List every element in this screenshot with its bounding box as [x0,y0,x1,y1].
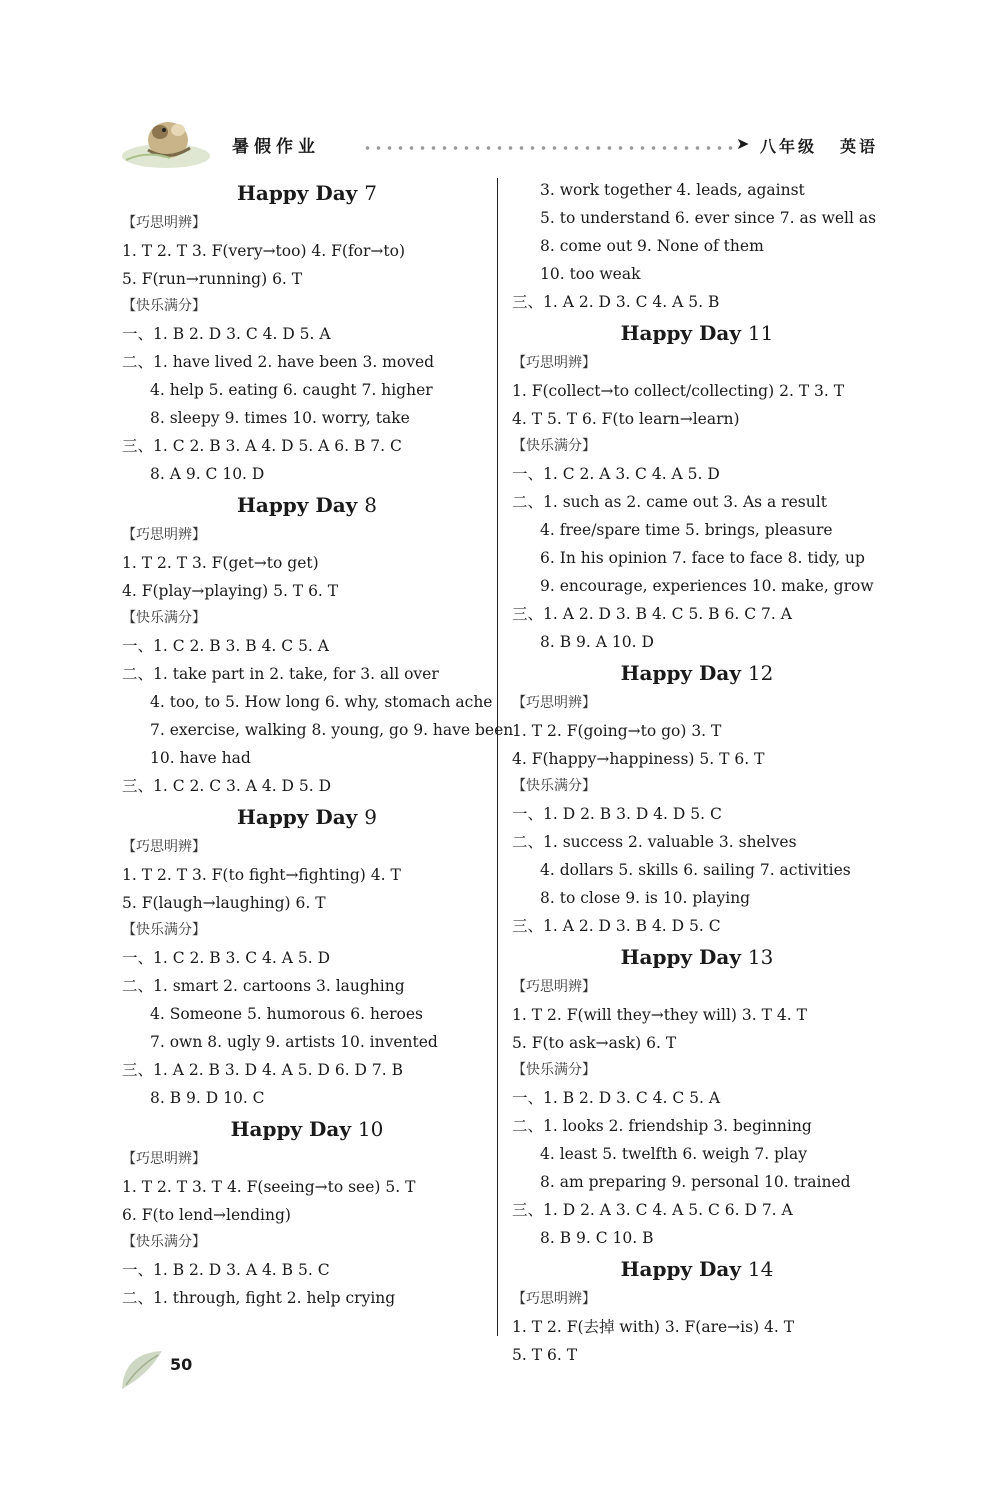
answer-line: 1. T 2. T 3. F(get→to get) [122,554,319,572]
right-answer-column [512,176,882,1369]
answer-line: 一、1. B 2. D 3. C 4. C 5. A [512,1089,721,1107]
answer-line: 1. T 2. T 3. T 4. F(seeing→to see) 5. T [122,1178,416,1196]
answer-line: 三、1. A 2. D 3. B 4. D 5. C [512,917,721,935]
left-answer-column [122,176,514,1312]
answer-line: 三、1. C 2. B 3. A 4. D 5. A 6. B 7. C [122,437,402,455]
answer-line: 5. T 6. T [512,1346,578,1364]
answer-line: 三、1. D 2. A 3. C 4. A 5. C 6. D 7. A [512,1201,793,1219]
answer-line: 5. to understand 6. ever since 7. as well as [540,209,877,227]
section-title-text: Happy Day [620,321,741,345]
answer-line: 一、1. B 2. D 3. A 4. B 5. C [122,1261,330,1279]
section-tag: 【巧思明辨】 [122,1151,206,1167]
answer-line: 1. F(collect→to collect/collecting) 2. T 3. T [512,382,845,400]
answer-line: 7. exercise, walking 8. young, go 9. have been [150,721,514,739]
page-header [0,110,1000,180]
subject-label: 英语 [840,137,879,156]
answer-line: 4. free/spare time 5. brings, pleasure [540,521,833,539]
section-title-number: 13 [747,945,774,969]
section-tag: 【快乐满分】 [122,298,206,314]
answer-line: 一、1. B 2. D 3. C 4. D 5. A [122,325,331,343]
section-title-number: 8 [364,493,378,517]
answer-line: 8. A 9. C 10. D [150,465,265,483]
dotted-separator [362,146,734,150]
answer-line: 5. F(run→running) 6. T [122,270,303,288]
section-title-text: Happy Day [620,1257,741,1281]
section-tag: 【快乐满分】 [122,922,206,938]
answer-line: 1. T 2. T 3. F(to fight→fighting) 4. T [122,866,401,884]
section-title-text: Happy Day [620,945,741,969]
section-tag: 【快乐满分】 [122,610,206,626]
section-title-number: 9 [364,805,378,829]
section-tag: 【巧思明辨】 [512,695,596,711]
answer-line: 1. T 2. T 3. F(very→too) 4. F(for→to) [122,242,406,260]
section-title-text: Happy Day [236,805,358,829]
arrow-icon: ➤ [736,134,750,153]
answer-line: 4. Someone 5. humorous 6. heroes [150,1005,424,1023]
answer-line: 4. T 5. T 6. F(to learn→learn) [512,410,740,428]
answer-line: 二、1. such as 2. came out 3. As a result [512,493,827,511]
section-title [122,1112,492,1146]
answer-line: 4. least 5. twelfth 6. weigh 7. play [540,1145,807,1163]
section-title [512,316,882,350]
answer-line: 8. B 9. C 10. B [540,1229,654,1247]
answer-line: 二、1. smart 2. cartoons 3. laughing [122,977,405,995]
workbook-title: 暑假作业 [232,137,320,157]
answer-line: 4. F(play→playing) 5. T 6. T [122,582,339,600]
section-title-text: Happy Day [236,493,358,517]
answer-line: 4. dollars 5. skills 6. sailing 7. activities [540,861,851,879]
answer-line: 9. encourage, experiences 10. make, grow [540,577,874,595]
answer-line: 6. In his opinion 7. face to face 8. tidy, up [540,549,865,567]
answer-line: 二、1. have lived 2. have been 3. moved [122,353,435,371]
column-divider [497,178,498,1336]
section-tag: 【巧思明辨】 [512,979,596,995]
answer-line: 8. B 9. D 10. C [150,1089,265,1107]
answer-line: 8. B 9. A 10. D [540,633,654,651]
section-title [512,1252,882,1286]
answer-line: 一、1. C 2. A 3. C 4. A 5. D [512,465,720,483]
answer-line: 10. have had [150,749,251,767]
section-title-text: Happy Day [620,661,741,685]
answer-line: 10. too weak [540,265,641,283]
answer-line: 一、1. C 2. B 3. C 4. A 5. D [122,949,331,967]
answer-line: 1. T 2. F(going→to go) 3. T [512,722,722,740]
leaf-decoration-icon [118,1345,208,1395]
answer-line: 5. F(to ask→ask) 6. T [512,1034,677,1052]
answer-line: 4. F(happy→happiness) 5. T 6. T [512,750,765,768]
section-tag: 【快乐满分】 [512,438,596,454]
answer-line: 二、1. looks 2. friendship 3. beginning [512,1117,812,1135]
answer-line: 4. help 5. eating 6. caught 7. higher [150,381,433,399]
answer-line: 4. too, to 5. How long 6. why, stomach ache [150,693,493,711]
section-title-number: 10 [357,1117,384,1141]
answer-line: 8. come out 9. None of them [540,237,764,255]
section-tag: 【快乐满分】 [512,1062,596,1078]
section-tag: 【巧思明辨】 [122,527,206,543]
grade-label: 八年级 [760,137,818,156]
answer-line: 5. F(laugh→laughing) 6. T [122,894,326,912]
answer-line: 三、1. C 2. C 3. A 4. D 5. D [122,777,332,795]
answer-line: 三、1. A 2. D 3. B 4. C 5. B 6. C 7. A [512,605,792,623]
answer-line: 3. work together 4. leads, against [540,181,805,199]
section-title-number: 11 [747,321,774,345]
section-tag: 【巧思明辨】 [122,839,206,855]
section-tag: 【快乐满分】 [122,1234,206,1250]
section-title-number: 7 [364,181,378,205]
answer-line: 8. sleepy 9. times 10. worry, take [150,409,410,427]
answer-line: 二、1. success 2. valuable 3. shelves [512,833,797,851]
section-title [122,800,492,834]
section-title-number: 14 [747,1257,774,1281]
answer-line: 一、1. D 2. B 3. D 4. D 5. C [512,805,722,823]
answer-line: 三、1. A 2. D 3. C 4. A 5. B [512,293,720,311]
section-title [122,176,492,210]
answer-line: 1. T 2. F(去掉 with) 3. F(are→is) 4. T [512,1318,795,1336]
section-title-text: Happy Day [230,1117,351,1141]
section-tag: 【巧思明辨】 [122,215,206,231]
answer-line: 6. F(to lend→lending) [122,1206,291,1224]
section-tag: 【快乐满分】 [512,778,596,794]
section-title [122,488,492,522]
section-title [512,656,882,690]
answer-line: 8. to close 9. is 10. playing [540,889,751,907]
section-tag: 【巧思明辨】 [512,355,596,371]
section-tag: 【巧思明辨】 [512,1291,596,1307]
mascot-logo-icon [118,110,218,172]
section-title-number: 12 [747,661,774,685]
section-title [512,940,882,974]
answer-line: 一、1. C 2. B 3. B 4. C 5. A [122,637,329,655]
answer-line: 二、1. take part in 2. take, for 3. all over [122,665,439,683]
answer-line: 7. own 8. ugly 9. artists 10. invented [150,1033,438,1051]
section-title-text: Happy Day [236,181,358,205]
answer-line: 8. am preparing 9. personal 10. trained [540,1173,851,1191]
page-number: 50 [170,1355,193,1374]
answer-line: 二、1. through, fight 2. help crying [122,1289,396,1307]
answer-line: 三、1. A 2. B 3. D 4. A 5. D 6. D 7. B [122,1061,404,1079]
answer-line: 1. T 2. F(will they→they will) 3. T 4. T [512,1006,807,1024]
